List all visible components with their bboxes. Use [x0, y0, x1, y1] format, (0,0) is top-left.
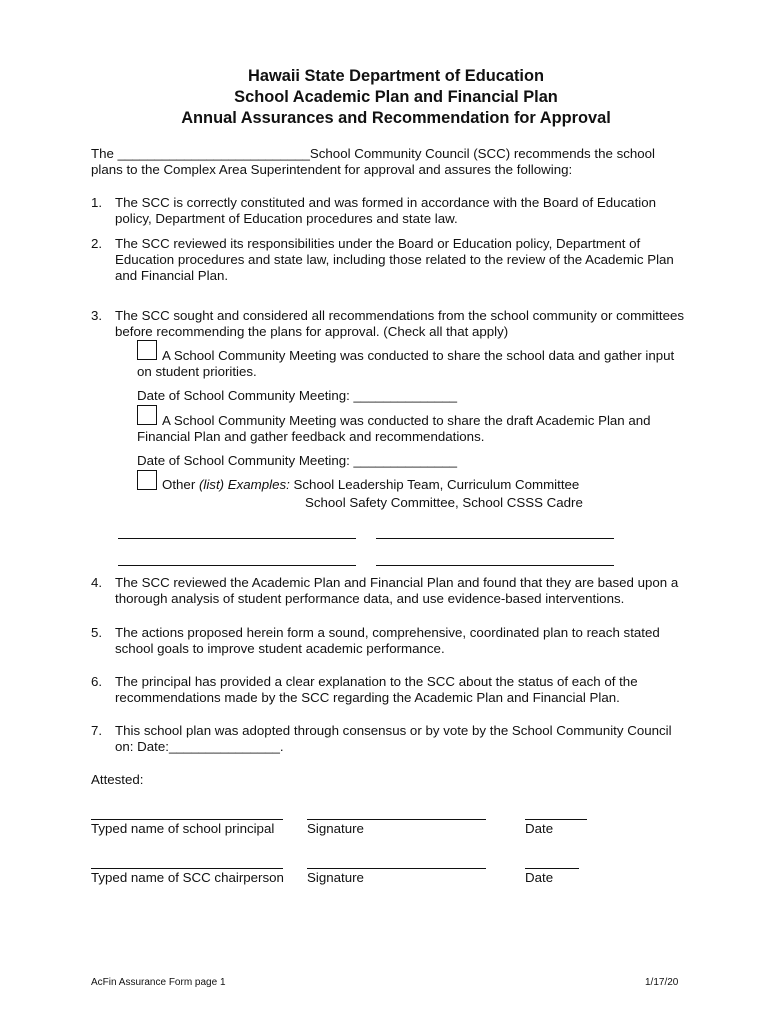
item-7-number: 7.	[91, 723, 103, 738]
chair-date-line[interactable]	[525, 868, 579, 869]
chair-date-label: Date	[525, 870, 554, 885]
check-option-2-line-2: Financial Plan and gather feedback and recommendations.	[137, 429, 485, 444]
footer-form-name: AcFin Assurance Form page 1	[91, 977, 226, 988]
principal-name-line[interactable]	[91, 819, 283, 820]
item-7-line-1: This school plan was adopted through consensus or by vote by the School Community Council	[115, 723, 672, 738]
item-5-line-2: school goals to improve student academic performance.	[115, 641, 445, 656]
item-6-line-1: The principal has provided a clear explanation to the SCC about the status of each of the	[115, 674, 638, 689]
footer-date: 1/17/20	[645, 977, 679, 988]
item-4-line-1: The SCC reviewed the Academic Plan and Financial Plan and found that they are based upon a	[115, 575, 679, 590]
chair-name-line[interactable]	[91, 868, 283, 869]
title-line-2: School Academic Plan and Financial Plan	[234, 88, 558, 106]
item-3-number: 3.	[91, 308, 103, 323]
item-6-number: 6.	[91, 674, 103, 689]
item-5-line-1: The actions proposed herein form a sound, comprehensive, coordinated plan to reach stated	[115, 625, 660, 640]
check-option-1-line-2: on student priorities.	[137, 364, 257, 379]
intro-line-1: The __________________________School Community Council (SCC) recommends the school	[91, 146, 655, 161]
meeting-1-date-field[interactable]: Date of School Community Meeting: ______________	[137, 388, 458, 403]
meeting-2-date-field[interactable]: Date of School Community Meeting: ______________	[137, 453, 458, 468]
intro-line-2: plans to the Complex Area Superintendent for approval and assures the following:	[91, 162, 573, 177]
item-1-number: 1.	[91, 195, 103, 210]
chair-signature-line[interactable]	[307, 868, 486, 869]
item-4-line-2: thorough analysis of student performance data, and use evidence-based interventions.	[115, 591, 625, 606]
item-3-line-1: The SCC sought and considered all recommendations from the school community or committees	[115, 308, 685, 323]
principal-name-label: Typed name of school principal	[91, 821, 275, 836]
principal-date-label: Date	[525, 821, 554, 836]
title-line-3: Annual Assurances and Recommendation for Approval	[181, 109, 611, 127]
item-2-line-3: and Financial Plan.	[115, 268, 229, 283]
item-4-number: 4.	[91, 575, 103, 590]
document-title	[0, 66, 770, 129]
item-5-number: 5.	[91, 625, 103, 640]
other-list-line-2[interactable]	[376, 538, 614, 539]
item-3-line-2: before recommending the plans for approval. (Check all that apply)	[115, 324, 509, 339]
other-list-line-4[interactable]	[376, 565, 614, 566]
item-2-line-1: The SCC reviewed its responsibilities under the Board or Education policy, Department of	[115, 236, 641, 251]
check-option-2-line-1: A School Community Meeting was conducted to share the draft Academic Plan and	[162, 413, 651, 428]
chair-signature-label: Signature	[307, 870, 364, 885]
principal-signature-line[interactable]	[307, 819, 486, 820]
item-7-line-2[interactable]: on: Date:_______________.	[115, 739, 284, 754]
principal-signature-label: Signature	[307, 821, 364, 836]
council-name-blank[interactable]: __________________________	[117, 146, 310, 161]
item-1-line-1: The SCC is correctly constituted and was formed in accordance with the Board of Education	[115, 195, 657, 210]
principal-date-line[interactable]	[525, 819, 587, 820]
checkbox-other[interactable]	[137, 470, 157, 490]
checkbox-data-meeting[interactable]	[137, 340, 157, 360]
chair-name-label: Typed name of SCC chairperson	[91, 870, 284, 885]
title-line-1: Hawaii State Department of Education	[248, 67, 544, 85]
checkbox-draft-plan-meeting[interactable]	[137, 405, 157, 425]
check-option-1-line-1: A School Community Meeting was conducted to share the school data and gather input	[162, 348, 675, 363]
check-option-other-examples-2: School Safety Committee, School CSSS Cadre	[305, 495, 583, 510]
item-1-line-2: policy, Department of Education procedures and state law.	[115, 211, 458, 226]
item-2-number: 2.	[91, 236, 103, 251]
other-list-line-3[interactable]	[118, 565, 356, 566]
check-option-other: Other (list) Examples: School Leadership Team, Curriculum Committee	[162, 477, 580, 492]
attested-label: Attested:	[91, 772, 144, 787]
other-list-line-1[interactable]	[118, 538, 356, 539]
item-2-line-2: Education procedures and state law, including those related to the review of the Academic Plan	[115, 252, 674, 267]
item-6-line-2: recommendations made by the SCC regarding the Academic Plan and Financial Plan.	[115, 690, 620, 705]
